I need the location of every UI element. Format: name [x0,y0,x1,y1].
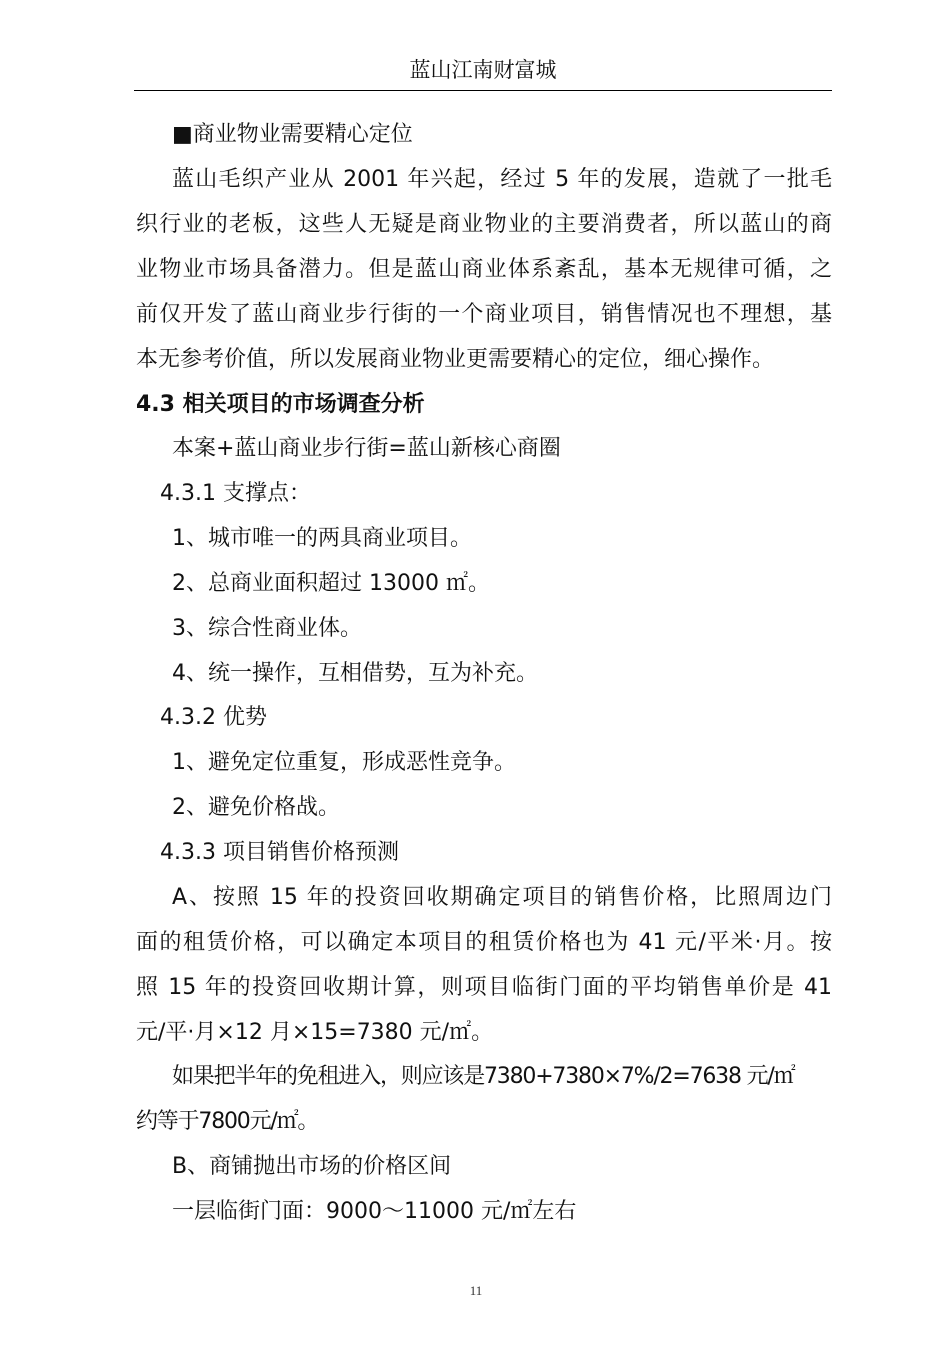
paragraph-line: 本无参考价值，所以发展商业物业更需要精心的定位，细心操作。 [136,347,775,372]
list-item: 3、综合性商业体。 [172,616,362,641]
list-item: 2、总商业面积超过 13000 ㎡。 [172,571,490,596]
subsection-heading-4-3-2: 4.3.2 优势 [160,705,267,730]
paragraph-line: 业物业市场具备潜力。但是蓝山商业体系紊乱，基本无规律可循，之 [136,257,832,282]
paragraph-line: 蓝山毛织产业从 2001 年兴起，经过 5 年的发展，造就了一批毛 [172,167,832,192]
paragraph-line: 一层临街门面：9000～11000 元/㎡左右 [172,1199,577,1224]
section-bullet-heading: ■商业物业需要精心定位 [172,122,413,147]
list-item: 1、避免定位重复，形成恶性竞争。 [172,750,516,775]
running-header-title: 蓝山江南财富城 [409,58,557,82]
header-rule [134,90,832,91]
paragraph-line: 面的租赁价格，可以确定本项目的租赁价格也为 41 元/平米·月。按 [136,930,832,955]
list-item: 2、避免价格战。 [172,795,340,820]
list-item: 1、城市唯一的两具商业项目。 [172,526,472,551]
paragraph-line: 照 15 年的投资回收期计算，则项目临街门面的平均销售单价是 41 [136,975,832,1000]
subsection-heading-4-3-3: 4.3.3 项目销售价格预测 [160,840,399,865]
subsection-heading-4-3-1: 4.3.1 支撑点： [160,481,311,506]
paragraph-line: 如果把半年的免租进入，则应该是7380+7380×7%/2=7638 元/㎡ [172,1064,795,1089]
page-number: 11 [469,1283,483,1298]
paragraph-line: B、商铺抛出市场的价格区间 [172,1154,452,1179]
paragraph-line: 约等于7800元/㎡。 [136,1109,319,1134]
list-item: 4、统一操作，互相借势，互为补充。 [172,661,538,686]
paragraph-line: A、按照 15 年的投资回收期确定项目的销售价格，比照周边门 [172,885,832,910]
paragraph-line: 前仅开发了蓝山商业步行街的一个商业项目，销售情况也不理想，基 [136,302,832,327]
paragraph-line: 本案+蓝山商业步行街=蓝山新核心商圈 [172,436,561,461]
paragraph-line: 织行业的老板，这些人无疑是商业物业的主要消费者，所以蓝山的商 [136,212,832,237]
paragraph-line: 元/平·月×12 月×15=7380 元/㎡。 [136,1020,494,1045]
section-heading-4-3: 4.3 相关项目的市场调查分析 [136,392,425,417]
